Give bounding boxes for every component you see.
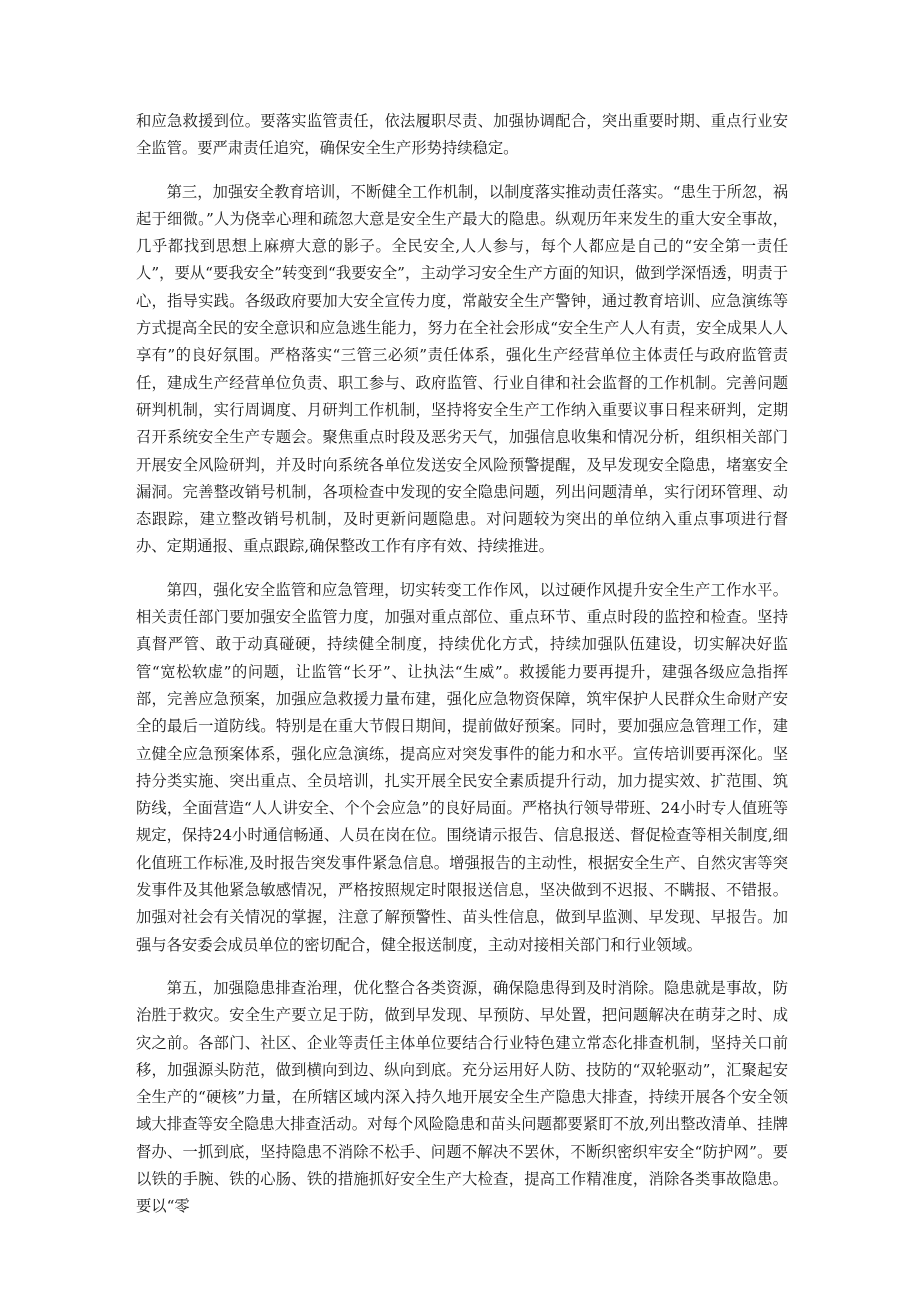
paragraph-fifth-point: 第五，加强隐患排查治理，优化整合各类资源，确保隐患得到及时消除。隐患就是事故，防治胜于救灾。安全生产要立足于防，做到早发现、早预防、早处置，把问题解决在萌芽之时、成灾之前。各部门、社区、企业等责任主体单位要结合行业特色建立常态化排查机制，坚持关口前移，加强源头防范，做到横向到边、纵向到底。充分运用好人防、技防的“双轮驱动”，汇聚起安全生产的“硬核”力量，在所辖区域内深入持久地开展安全生产隐患大排查，持续开展各个安全领域大排查等安全隐患大排查活动。对每个风险隐患和苗头问题都要紧盯不放,列出整改清单、挂牌督办、一抓到底，坚持隐患不消除不松手、问题不解决不罢休，不断织密织牢安全“防护网”。要以铁的手腕、铁的心肠、铁的措施抓好安全生产大检查，提高工作精准度，消除各类事故隐患。要以“零 xyxy=(136,978,788,1216)
document-body xyxy=(136,108,788,1237)
paragraph-third-point: 第三，加强安全教育培训，不断健全工作机制，以制度落实推动责任落实。“患生于所忽，祸起于细微。”人为侥幸心理和疏忽大意是安全生产最大的隐患。纵观历年来发生的重大安全事故，几乎都找到思想上麻痹大意的影子。全民安全,人人参与，每个人都应是自己的“安全第一责任人”，要从“要我安全”转变到“我要安全”，主动学习安全生产方面的知识，做到学深悟透，明责于心，指导实践。各级政府要加大安全宣传力度，常敲安全生产警钟，通过教育培训、应急演练等方式提高全民的安全意识和应急逃生能力，努力在全社会形成“安全生产人人有责，安全成果人人享有”的良好氛围。严格落实“三管三必须”责任体系，强化生产经营单位主体责任与政府监管责任，建成生产经营单位负责、职工参与、政府监管、行业自律和社会监督的工作机制。完善问题研判机制，实行周调度、月研判工作机制，坚持将安全生产工作纳入重要议事日程来研判，定期召开系统安全生产专题会。聚焦重点时段及恶劣天气，加强信息收集和情况分析，组织相关部门开展安全风险研判，并及时向系统各单位发送安全风险预警提醒，及早发现安全隐患，堵塞安全漏洞。完善整改销号机制，各项检查中发现的安全隐患问题，列出问题清单，实行闭环管理、动态跟踪，建立整改销号机制，及时更新问题隐患。对问题较为突出的单位纳入重点事项进行督办、定期通报、重点跟踪,确保整改工作有序有效、持续推进。 xyxy=(136,182,788,556)
paragraph-continuation: 和应急救援到位。要落实监管责任，依法履职尽责、加强协调配合，突出重要时期、重点行业安全监管。要严肃责任追究，确保安全生产形势持续稳定。 xyxy=(136,112,788,158)
paragraph-fourth-point: 第四，强化安全监管和应急管理，切实转变工作作风，以过硬作风提升安全生产工作水平。相关责任部门要加强安全监管力度，加强对重点部位、重点环节、重点时段的监控和检查。坚持真督严管、敢于动真碰硬，持续健全制度，持续优化方式，持续加强队伍建设，切实解决好监管“宽松软虚”的问题，让监管“长牙”、让执法“生威”。救援能力要再提升，建强各级应急指挥部，完善应急预案，加强应急救援力量布建，强化应急物资保障，筑牢保护人民群众生命财产安全的最后一道防线。特别是在重大节假日期间，提前做好预案。同时，要加强应急管理工作，建立健全应急预案体系，强化应急演练，提高应对突发事件的能力和水平。宣传培训要再深化。坚持分类实施、突出重点、全员培训，扎实开展全民安全素质提升行动，加力提实效、扩范围、筑防线，全面营造“人人讲安全、个个会应急”的良好局面。严格执行领导带班、24小时专人值班等规定，保持24小时通信畅通、人员在岗在位。围绕请示报告、信息报送、督促检查等相关制度,细化值班工作标准,及时报告突发事件紧急信息。增强报告的主动性，根据安全生产、自然灾害等突发事件及其他紧急敏感情况，严格按照规定时限报送信息，坚决做到不迟报、不瞒报、不错报。加强对社会有关情况的掌握，注意了解预警性、苗头性信息，做到早监测、早发现、早报告。加强与各安委会成员单位的密切配合，健全报送制度，主动对接相关部门和行业领域。 xyxy=(136,580,788,954)
